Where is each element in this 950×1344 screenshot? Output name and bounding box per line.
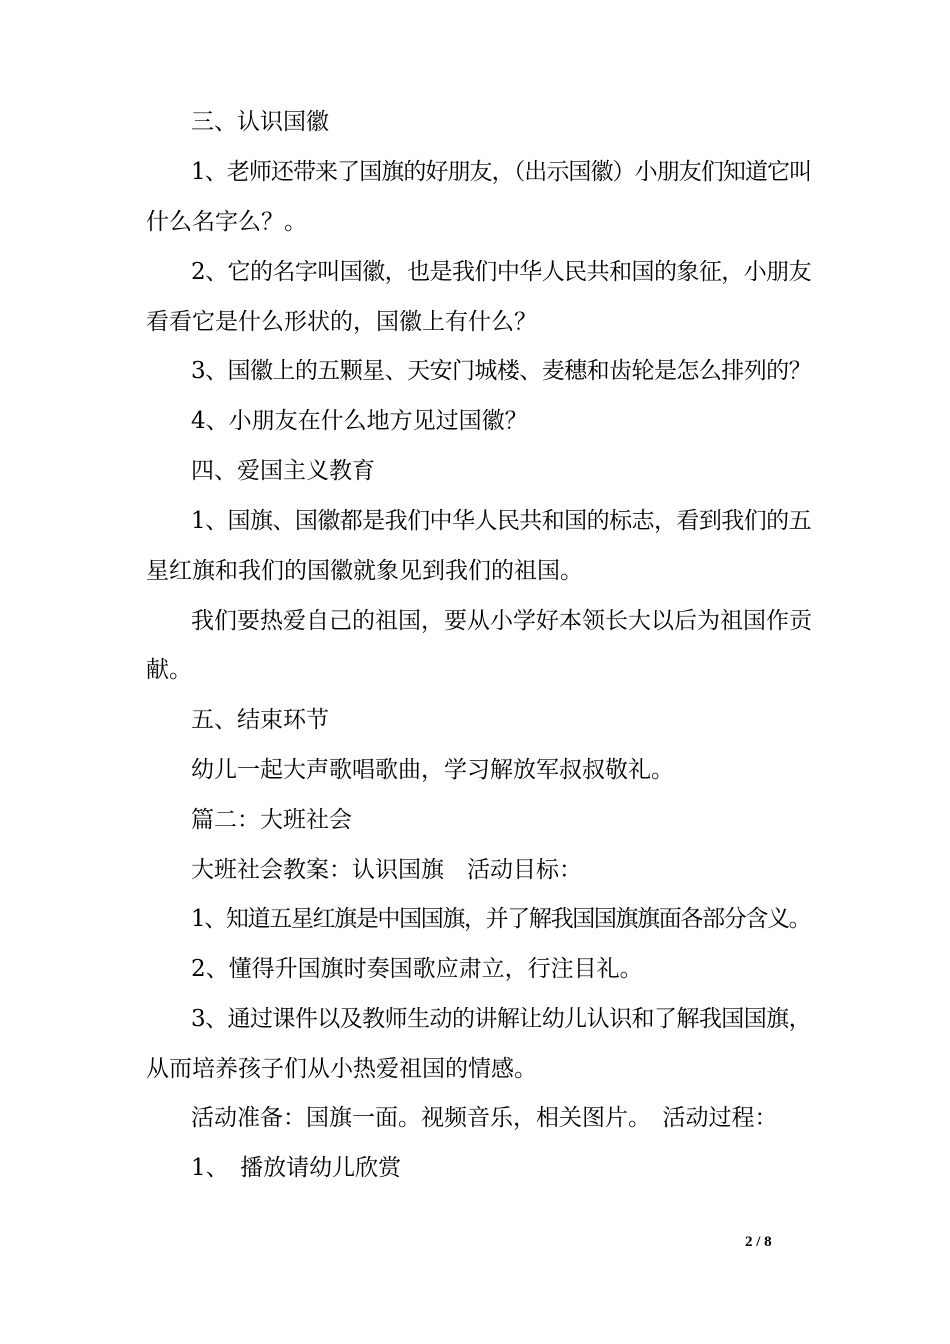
paragraph-line: 1、 播放请幼儿欣赏 — [191, 1155, 402, 1181]
paragraph-line: 幼儿一起大声歌唱歌曲，学习解放军叔叔敬礼。 — [191, 757, 674, 783]
paragraph-line: 我们要热爱自己的祖国，要从小学好本领长大以后为祖国作贡 — [191, 608, 812, 634]
paragraph-line: 2、它的名字叫国徽，也是我们中华人民共和国的象征，小朋友 — [191, 259, 812, 285]
paragraph-line: 大班社会教案：认识国旗 活动目标： — [191, 857, 582, 883]
paragraph-line: 3、通过课件以及教师生动的讲解让幼儿认识和了解我国国旗， — [191, 1006, 812, 1032]
paragraph-line: 3、国徽上的五颗星、天安门城楼、麦穗和齿轮是怎么排列的？ — [191, 358, 812, 384]
paragraph-line: 4、小朋友在什么地方见过国徽？ — [191, 408, 528, 434]
paragraph-line: 2、懂得升国旗时奏国歌应肃立，行注目礼。 — [191, 956, 643, 982]
paragraph-line: 活动准备：国旗一面。视频音乐，相关图片。 活动过程： — [191, 1105, 778, 1131]
paragraph-line: 1、老师还带来了国旗的好朋友，（出示国徽）小朋友们知道它叫 — [191, 159, 812, 185]
page-number: 2 / 8 — [745, 1234, 772, 1250]
section-heading-closing: 五、结束环节 — [191, 707, 329, 733]
paragraph-line: 看看它是什么形状的，国徽上有什么？ — [146, 309, 537, 335]
paragraph-line: 献。 — [146, 657, 192, 683]
section-heading-recognize-emblem: 三、认识国徽 — [191, 109, 329, 135]
paragraph-line: 什么名字么？。 — [146, 209, 307, 235]
paragraph-line: 星红旗和我们的国徽就象见到我们的祖国。 — [146, 558, 583, 584]
section-heading-part-two: 篇二：大班社会 — [191, 807, 352, 833]
paragraph-line: 1、国旗、国徽都是我们中华人民共和国的标志，看到我们的五 — [191, 508, 812, 534]
section-heading-patriotic-education: 四、爱国主义教育 — [191, 458, 375, 484]
paragraph-line: 从而培养孩子们从小热爱祖国的情感。 — [146, 1056, 537, 1082]
paragraph-line: 1、知道五星红旗是中国国旗，并了解我国国旗旗面各部分含义。 — [191, 906, 811, 932]
